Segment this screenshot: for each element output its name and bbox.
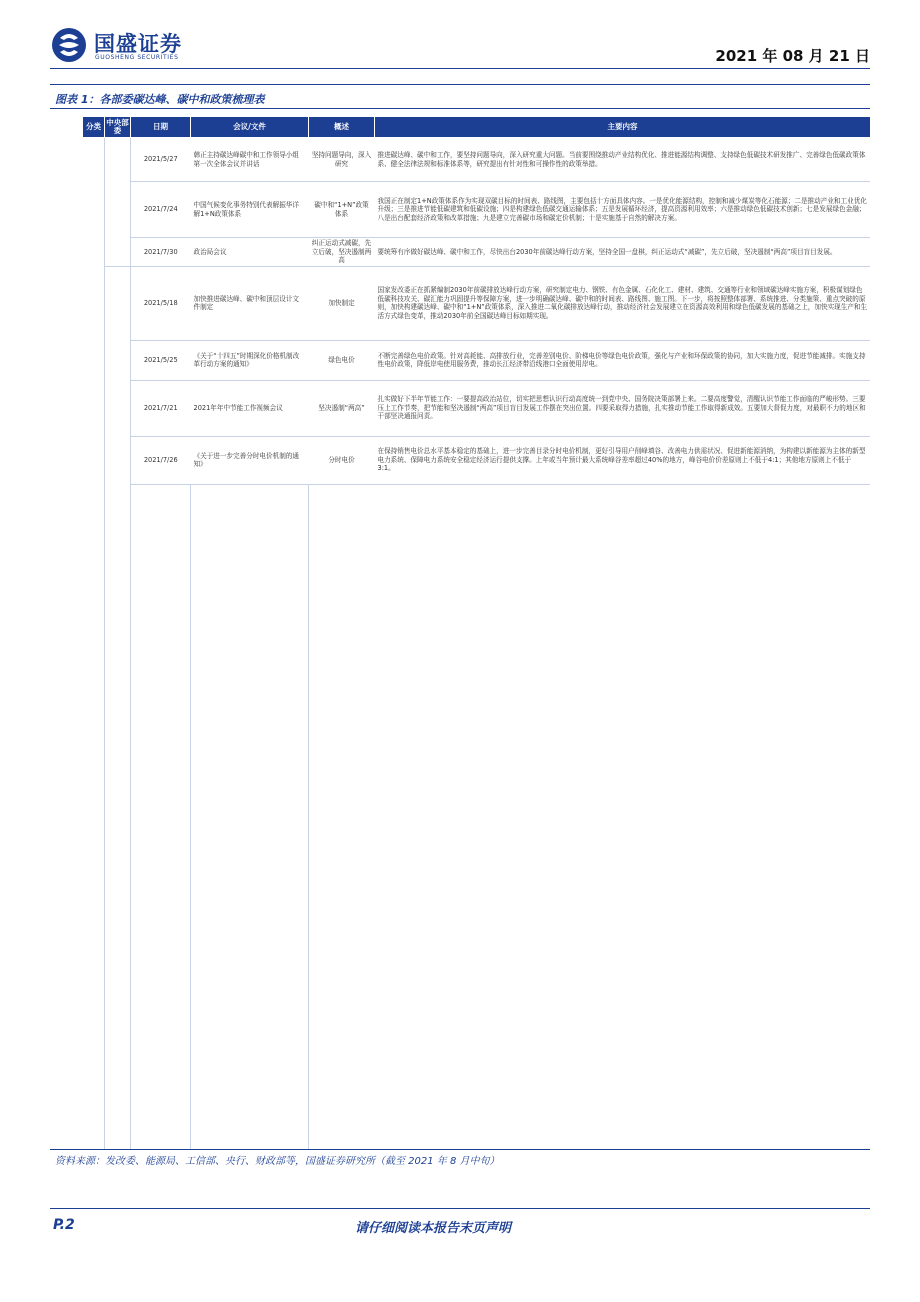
date-cell: 2021/7/24	[131, 182, 191, 238]
table-header-row	[83, 117, 871, 138]
document-cell: 《关于“十四五”时期深化价格机制改革行动方案的通知》	[191, 340, 309, 380]
footer-divider	[50, 1208, 870, 1209]
page-number: P.2	[53, 1217, 75, 1233]
date-cell: 2021/7/30	[131, 238, 191, 267]
title-bottom-divider	[50, 108, 870, 109]
document-cell: 加快推进碳达峰、碳中和顶层设计文件制定	[191, 266, 309, 340]
ministry-cell	[105, 138, 131, 267]
policy-table-container	[82, 116, 870, 1149]
date-cell: 2021/5/27	[131, 138, 191, 182]
date-cell: 2021/7/26	[131, 436, 191, 484]
content-cell: 要统筹有序做好碳达峰、碳中和工作，尽快出台2030年前碳达峰行动方案，坚持全国一盘棋，纠正运动式“减碳”，先立后破，坚决遏制“两高”项目盲目发展。	[375, 238, 871, 267]
table-row	[83, 238, 871, 267]
document-cell: 政治局会议	[191, 238, 309, 267]
content-cell: 推进碳达峰、碳中和工作，要坚持问题导向，深入研究重大问题。当前要围绕推动产业结构优化、推进能源结构调整、支持绿色低碳技术研发推广、完善绿色低碳政策体系、健全法律法规和标准体系等，研究提出有针对性和可操作性的政策举措。	[375, 138, 871, 182]
summary-cell: 坚决遏制“两高”	[309, 380, 375, 436]
company-logo	[50, 26, 200, 72]
ministry-cell	[191, 484, 309, 1149]
figure-title: 图表 1：各部委碳达峰、碳中和政策梳理表	[55, 93, 265, 106]
category-cell	[131, 484, 191, 1149]
logo-english-name: GUOSHENG SECURITIES	[95, 54, 179, 61]
date-cell: 2021/5/25	[131, 340, 191, 380]
ministry-cell	[105, 266, 131, 1149]
table-row	[83, 380, 871, 436]
col-header-ministry: 中央部委	[105, 117, 131, 138]
summary-cell: 纠正运动式减碳，先立后破，坚决遏制两高	[309, 238, 375, 267]
date-cell: 2021/7/21	[131, 380, 191, 436]
page-header	[0, 0, 920, 82]
col-header-date: 日期	[131, 117, 191, 138]
content-cell: 我国正在制定1+N政策体系作为实现双碳目标的时间表、路线图，主要包括十方面具体内容。一是优化能源结构，控制和减少煤炭等化石能源；二是推动产业和工业优化升级；三是推进节能低碳建筑和低碳设施；四是构建绿色低碳交通运输体系；五是发展循环经济，提高资源利用效率；六是推动绿色低碳技术创新；七是发展绿色金融；八是出台配套经济政策和改革措施；九是建立完善碳市场和碳定价机制；十是实施基于自然的解决方案。	[375, 182, 871, 238]
table-row	[83, 182, 871, 238]
col-header-content: 主要内容	[375, 117, 871, 138]
table-row	[83, 138, 871, 182]
document-cell: 2021年年中节能工作视频会议	[191, 380, 309, 436]
table-bottom-divider	[50, 1149, 870, 1150]
summary-cell: 加快制定	[309, 266, 375, 340]
content-cell: 在保持销售电价总水平基本稳定的基础上，进一步完善目录分时电价机制，更好引导用户削峰填谷、改善电力供需状况、促进新能源消纳，为构建以新能源为主体的新型电力系统、保障电力系统安全稳定经济运行提供支撑。上年或当年预计最大系统峰谷差率超过40%的地方，峰谷电价价差原则上不低于4:1；其他地方原则上不低于3:1。	[375, 436, 871, 484]
document-cell	[375, 484, 871, 1149]
disclaimer-note: 请仔细阅读本报告末页声明	[355, 1221, 512, 1236]
table-row	[83, 340, 871, 380]
summary-cell: 坚持问题导向，深入研究	[309, 138, 375, 182]
table-body	[83, 138, 871, 1150]
category-cell	[83, 138, 105, 1150]
col-header-summary: 概述	[309, 117, 375, 138]
content-cell: 扎实做好下半年节能工作：一要提高政治站位，切实把思想认识行动高度统一到党中央、国务院决策部署上来。二要高度警觉，清醒认识节能工作面临的严峻形势。三要压上工作节奏，把节能和坚决遏制“两高”项目盲目发展工作摆在突出位置。四要采取得力措施，扎实推动节能工作取得新成效。五要加大督促力度，对最职不力的地区和干部坚决通报问责。	[375, 380, 871, 436]
col-header-category: 分类	[83, 117, 105, 138]
summary-cell: 绿色电价	[309, 340, 375, 380]
document-cell: 中国气候变化事务特别代表解振华详解1+N政策体系	[191, 182, 309, 238]
document-cell: 韩正主持碳达峰碳中和工作领导小组第一次全体会议并讲话	[191, 138, 309, 182]
col-header-document: 会议/文件	[191, 117, 309, 138]
summary-cell: 分时电价	[309, 436, 375, 484]
summary-cell: 碳中和“1+N”政策体系	[309, 182, 375, 238]
guosheng-logo-icon	[50, 26, 88, 64]
table-row	[83, 484, 871, 1149]
table-row	[83, 436, 871, 484]
date-cell	[309, 484, 375, 1149]
date-cell: 2021/5/18	[131, 266, 191, 340]
header-divider	[50, 68, 870, 69]
logo-chinese-name: 国盛证券	[94, 32, 182, 56]
document-cell: 《关于进一步完善分时电价机制的通知》	[191, 436, 309, 484]
content-cell: 国家发改委正在抓紧编制2030年前碳排放达峰行动方案，研究制定电力、钢铁、有色金属、石化化工、建材、建筑、交通等行业和领域碳达峰实施方案，积极谋划绿色低碳科技攻关、碳汇能力巩固提升等保障方案，进一步明确碳达峰、碳中和的时间表、路线图、施工图。下一步，将按照整体部署、系统推进、分类施策、重点突破的原则，加快构建碳达峰、碳中和“1+N”政策体系，深入推进二氧化碳排放达峰行动，推动经济社会发展建立在资源高效利用和绿色低碳发展的基础之上，加快实现生产和生活方式绿色变革，推动2030年前全国碳达峰目标如期实现。	[375, 266, 871, 340]
title-top-divider	[50, 84, 870, 85]
table-row	[83, 266, 871, 340]
source-note: 资料来源：发改委、能源局、工信部、央行、财政部等，国盛证券研究所（截至 2021 年 8 月中旬）	[55, 1156, 500, 1167]
content-cell: 不断完善绿色电价政策。针对高耗能、高排放行业，完善差别电价、阶梯电价等绿色电价政策，强化与产业和环保政策的协同，加大实施力度，促进节能减排。实施支持性电价政策，降低岸电使用服务费，推动长江经济带沿线港口全面使用岸电。	[375, 340, 871, 380]
policy-table	[82, 116, 870, 1149]
report-date: 2021 年 08 月 21 日	[715, 47, 870, 65]
